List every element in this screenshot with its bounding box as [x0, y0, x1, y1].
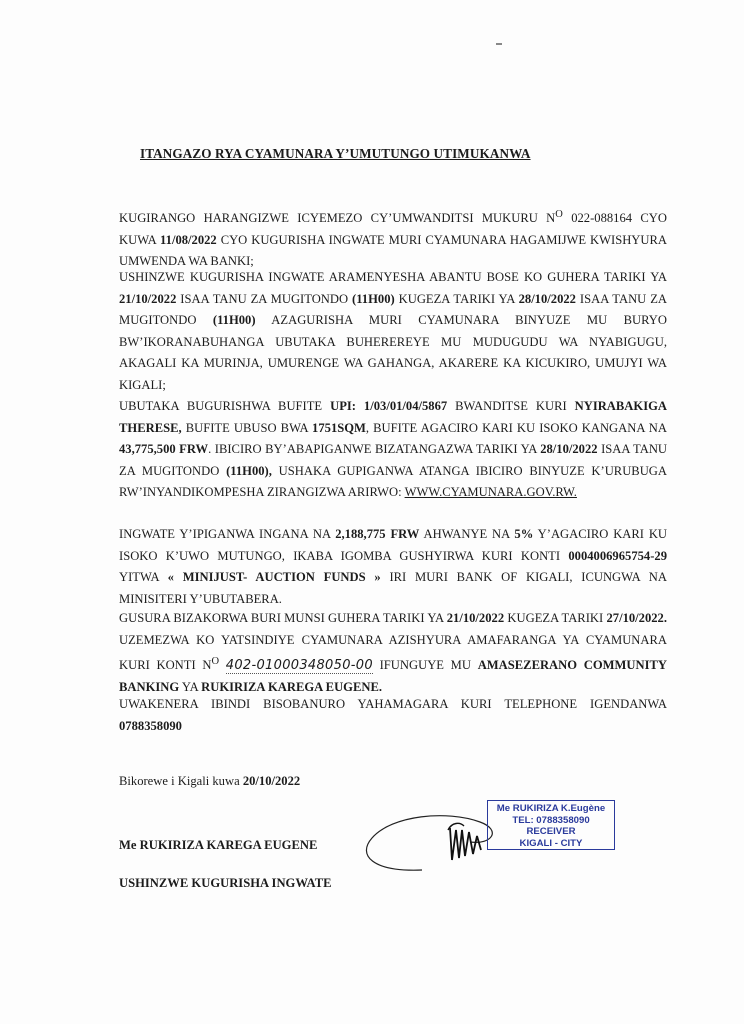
signatory-name: Me RUKIRIZA KAREGA EUGENE	[119, 838, 318, 852]
paragraph-property: UBUTAKA BUGURISHWA BUFITE UPI: 1/03/01/04/5867 BWANDITSE KURI NYIRABAKIGA THERESE, BUFITE UBUSO BWA 1751SQM, BUFITE AGACIRO KARI KU ISOKO KANGANA NA 43,775,500 FRW. IBICIRO BY’ABAPIGANWE BIZATANGAZWA TARIKI YA 28/10/2022 ISAA TANU ZA MUGITONDO (11H00), USHAKA GUPIGANWA ATANGA IBICIRO BINYUZE K’URUBUGA RW’INYANDIKOMPESHA ZIRANGIZWA ARIRWO: WWW.CYAMUNARA.GOV.RW.	[119, 399, 668, 499]
handwritten-signature	[352, 800, 502, 878]
scan-speck	[496, 43, 502, 45]
signatory-role: USHINZWE KUGURISHA INGWATE	[119, 876, 332, 890]
paragraph-deposit: INGWATE Y’IPIGANWA INGANA NA 2,188,775 FRW AHWANYE NA 5% Y’AGACIRO KARI KU ISOKO K’UWO MUTUNGO, IKABA IGOMBA GUSHYIRWA KURI KONTI 0004006965754-29 YITWA « MINIJUST- AUCTION FUNDS » IRI MURI BANK OF KIGALI, ICUNGWA NA MINISITERI Y’UBUTABERA.	[119, 527, 668, 606]
paragraph-visits-payment: GUSURA BIZAKORWA BURI MUNSI GUHERA TARIKI YA 21/10/2022 KUGEZA TARIKI 27/10/2022. UZEMEZWA KO YATSINDIYE CYAMUNARA AZISHYURA AMAFARANGA YA CYAMUNARA KURI KONTI $N^O$ 402-01000348050-00 IFUNGUYE MU AMASEZERANO COMMUNITY BANKING YA RUKIRIZA KAREGA EUGENE.	[119, 611, 668, 694]
notice-title: ITANGAZO RYA CYAMUNARA Y’UMUTUNGO UTIMUKANWA	[140, 146, 531, 161]
official-stamp: Me RUKIRIZA K.Eugène TEL: 0788358090 RECEIVER KIGALI - CITY	[487, 800, 615, 850]
signature-date: Bikorewe i Kigali kuwa 20/10/2022	[119, 774, 301, 788]
auction-website-link[interactable]: WWW.CYAMUNARA.GOV.RW.	[404, 485, 577, 499]
paragraph-contact: UWAKENERA IBINDI BISOBANURO YAHAMAGARA KURI TELEPHONE IGENDANWA 0788358090	[119, 697, 667, 733]
handwritten-account-number: 402-01000348050-00	[225, 658, 373, 674]
paragraph-auction-period: USHINZWE KUGURISHA INGWATE ARAMENYESHA ABANTU BOSE KO GUHERA TARIKI YA 21/10/2022 ISAA TANU ZA MUGITONDO (11H00) KUGEZA TARIKI YA 28/10/2022 ISAA TANU ZA MUGITONDO (11H00) AZAGURISHA MURI CYAMUNARA BINYUZE MU BURYO BW’IKORANABUHANGA UBUTAKA BUHEREREYE MU MUDUGUDU WA NYABIGUGU, AKAGALI KA MURINJA, UMURENGE WA GAHANGA, AKARERE KA KICUKIRO, UMUJYI WA KIGALI;	[119, 270, 667, 392]
paragraph-decision: KUGIRANGO HARANGIZWE ICYEMEZO CY’UMWANDITSI MUKURU $N^O$ 022-088164 CYO KUWA 11/08/2022 CYO KUGURISHA INGWATE MURI CYAMUNARA HAGAMIJWE KWISHYURA UMWENDA WA BANKI;	[119, 209, 667, 269]
